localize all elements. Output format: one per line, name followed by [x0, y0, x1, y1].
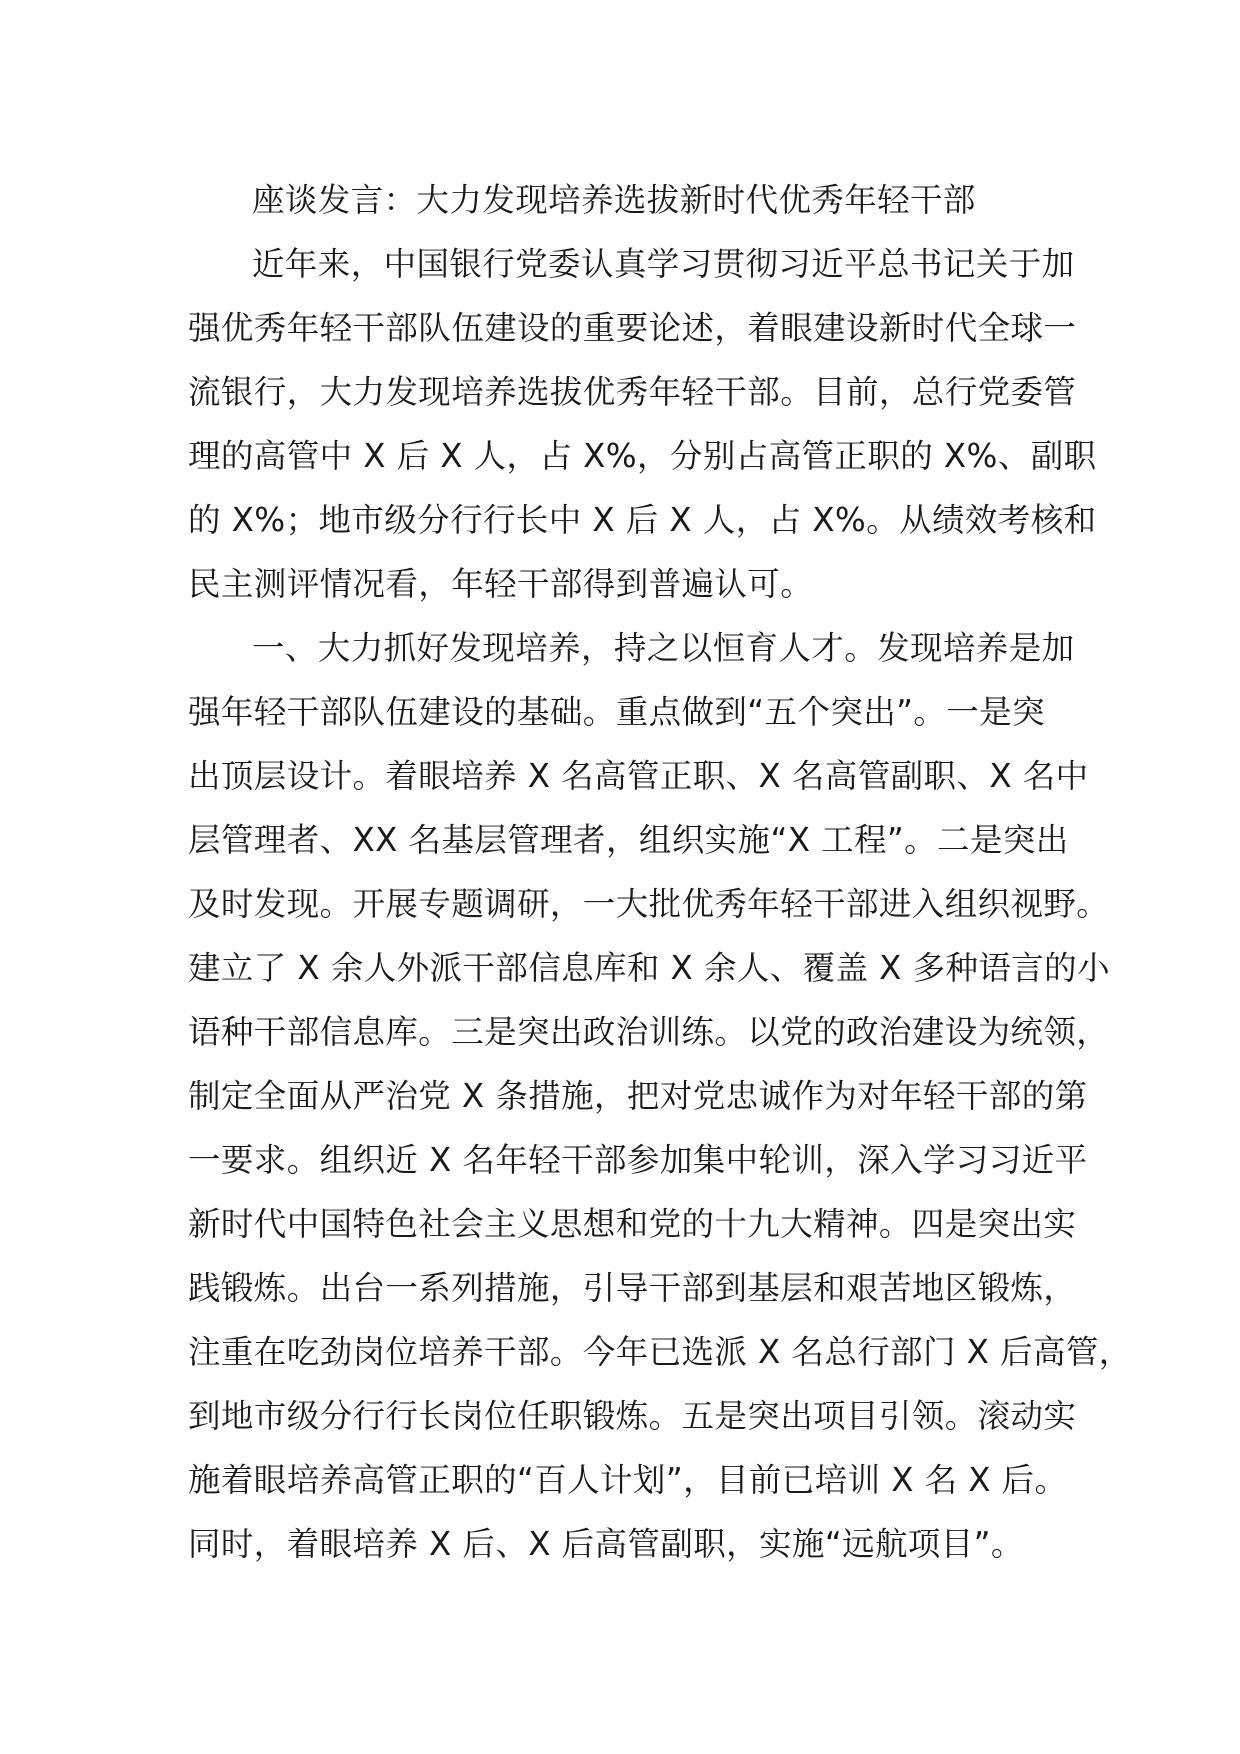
- intro-line: 的 X%；地市级分行行长中 X 后 X 人，占 X%。从绩效考核和: [188, 501, 1097, 539]
- section-one-line: 一、大力抓好发现培养，持之以恒育人才。发现培养是加: [252, 629, 1075, 667]
- section-one-line: 到地市级分行行长岗位任职锻炼。五是突出项目引领。滚动实: [188, 1397, 1077, 1435]
- intro-line: 民主测评情况看，年轻干部得到普遍认可。: [188, 565, 814, 603]
- intro-line: 流银行，大力发现培养选拔优秀年轻干部。目前，总行党委管: [188, 373, 1077, 411]
- intro-paragraph: [188, 232, 1097, 616]
- section-one-line: 同时，着眼培养 X 后、X 后高管副职，实施“远航项目”。: [188, 1525, 1024, 1563]
- document-body: [188, 168, 1132, 1576]
- section-one-line: 出顶层设计。着眼培养 X 名高管正职、X 名高管副职、X 名中: [188, 757, 1089, 795]
- section-one-paragraph: [188, 616, 1132, 1576]
- section-one-line: 一要求。组织近 X 名年轻干部参加集中轮训，深入学习习近平: [188, 1141, 1088, 1179]
- section-one-line: 新时代中国特色社会主义思想和党的十九大精神。四是突出实: [188, 1205, 1077, 1243]
- section-one-line: 施着眼培养高管正职的“百人计划”，目前已培训 X 名 X 后。: [188, 1461, 1068, 1499]
- intro-line: 理的高管中 X 后 X 人，占 X%，分别占高管正职的 X%、副职: [188, 437, 1097, 475]
- section-one-line: 层管理者、XX 名基层管理者，组织实施“X 工程”。二是突出: [188, 821, 1069, 859]
- intro-line: 强优秀年轻干部队伍建设的重要论述，着眼建设新时代全球一: [188, 309, 1077, 347]
- section-one-line: 践锻炼。出台一系列措施，引导干部到基层和艰苦地区锻炼，: [188, 1269, 1077, 1307]
- section-one-line: 强年轻干部队伍建设的基础。重点做到“五个突出”。一是突: [188, 693, 1045, 731]
- document-title: 座谈发言：大力发现培养选拔新时代优秀年轻干部: [252, 181, 976, 219]
- section-one-line: 建立了 X 余人外派干部信息库和 X 余人、覆盖 X 多种语言的小: [188, 949, 1110, 987]
- section-one-line: 及时发现。开展专题调研，一大批优秀年轻干部进入组织视野。: [188, 885, 1110, 923]
- section-one-line: 语种干部信息库。三是突出政治训练。以党的政治建设为统领，: [188, 1013, 1110, 1051]
- section-one-line: 注重在吃劲岗位培养干部。今年已选派 X 名总行部门 X 后高管，: [188, 1333, 1132, 1371]
- section-one-line: 制定全面从严治党 X 条措施，把对党忠诚作为对年轻干部的第: [188, 1077, 1088, 1115]
- intro-line: 近年来，中国银行党委认真学习贯彻习近平总书记关于加: [252, 245, 1075, 283]
